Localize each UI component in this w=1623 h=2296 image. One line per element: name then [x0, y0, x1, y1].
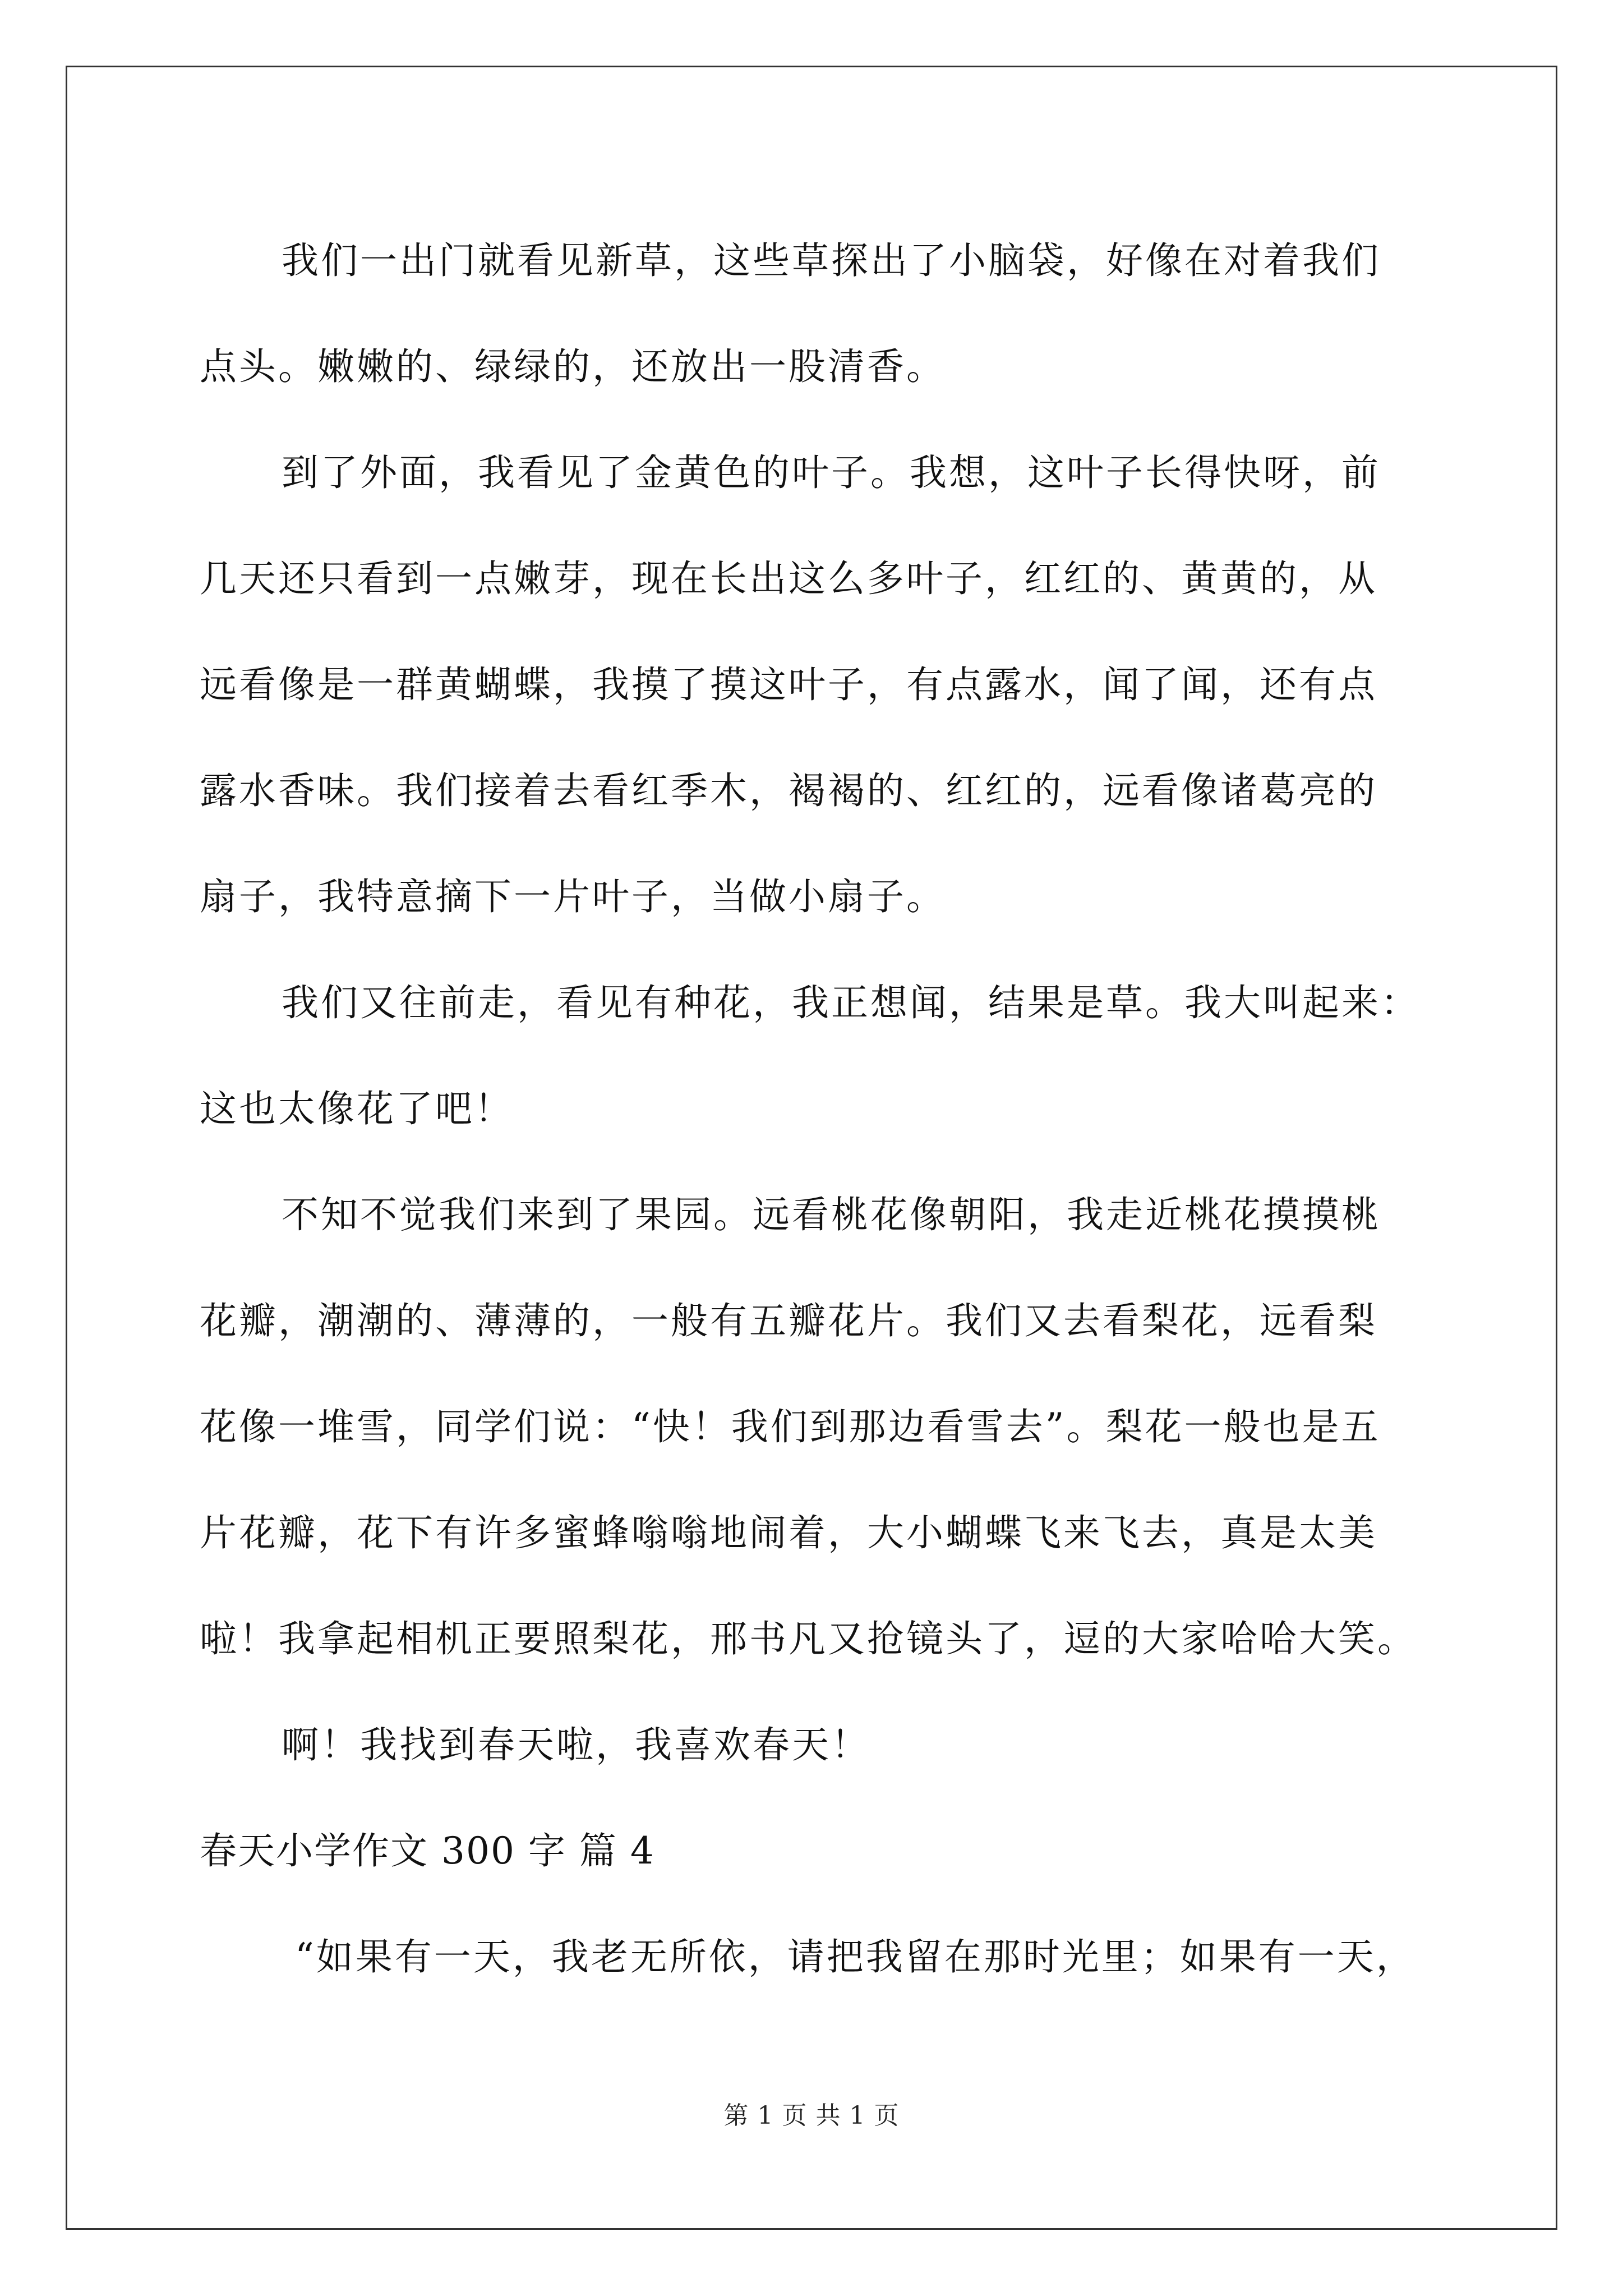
text-line: 几天还只看到一点嫩芽，现在长出这么多叶子，红红的、黄黄的，从: [200, 557, 1377, 600]
text-line: 花瓣，潮潮的、薄薄的，一般有五瓣花片。我们又去看梨花，远看梨: [200, 1299, 1377, 1342]
text-line: 花像一堆雪，同学们说：“快！我们到那边看雪去”。梨花一般也是五: [200, 1405, 1381, 1448]
text-line: 不知不觉我们来到了果园。远看桃花像朝阳，我走近桃花摸摸桃: [282, 1193, 1381, 1236]
text-line: 扇子，我特意摘下一片叶子，当做小扇子。: [200, 875, 946, 918]
paragraph-3: [200, 950, 1433, 1162]
text-line: 我们又往前走，看见有种花，我正想闻，结果是草。我大叫起来：: [282, 981, 1420, 1024]
text-line: 露水香味。我们接着去看红季木，褐褐的、红红的，远看像诸葛亮的: [200, 769, 1377, 812]
text-line: 点头。嫩嫩的、绿绿的，还放出一股清香。: [200, 345, 946, 388]
quote-paragraph: “如果有一天，我老无所依，请把我留在那时光里；如果有一天，: [295, 1935, 1415, 1978]
paragraph-5: [200, 1692, 1433, 1798]
text-line: 啦！我拿起相机正要照梨花，邢书凡又抢镜头了，逗的大家哈哈大笑。: [200, 1617, 1417, 1660]
text-line: 我们一出门就看见新草，这些草探出了小脑袋，好像在对着我们: [282, 239, 1381, 282]
document-body: [200, 208, 1433, 2010]
paragraph-2: [200, 420, 1433, 950]
text-line: 到了外面，我看见了金黄色的叶子。我想，这叶子长得快呀，前: [282, 451, 1381, 494]
section-heading: 春天小学作文 300 字 篇 4: [200, 1829, 655, 1872]
page-footer: 第 1 页 共 1 页: [723, 2101, 900, 2130]
text-line: 片花瓣，花下有许多蜜蜂嗡嗡地闹着，大小蝴蝶飞来飞去，真是太美: [200, 1511, 1377, 1554]
text-line: 远看像是一群黄蝴蝶，我摸了摸这叶子，有点露水，闻了闻，还有点: [200, 663, 1377, 706]
paragraph-4: [200, 1162, 1433, 1692]
text-line: 啊！我找到春天啦，我喜欢春天！: [282, 1723, 870, 1766]
text-line: 这也太像花了吧！: [200, 1087, 514, 1130]
paragraph-1: [200, 208, 1433, 420]
